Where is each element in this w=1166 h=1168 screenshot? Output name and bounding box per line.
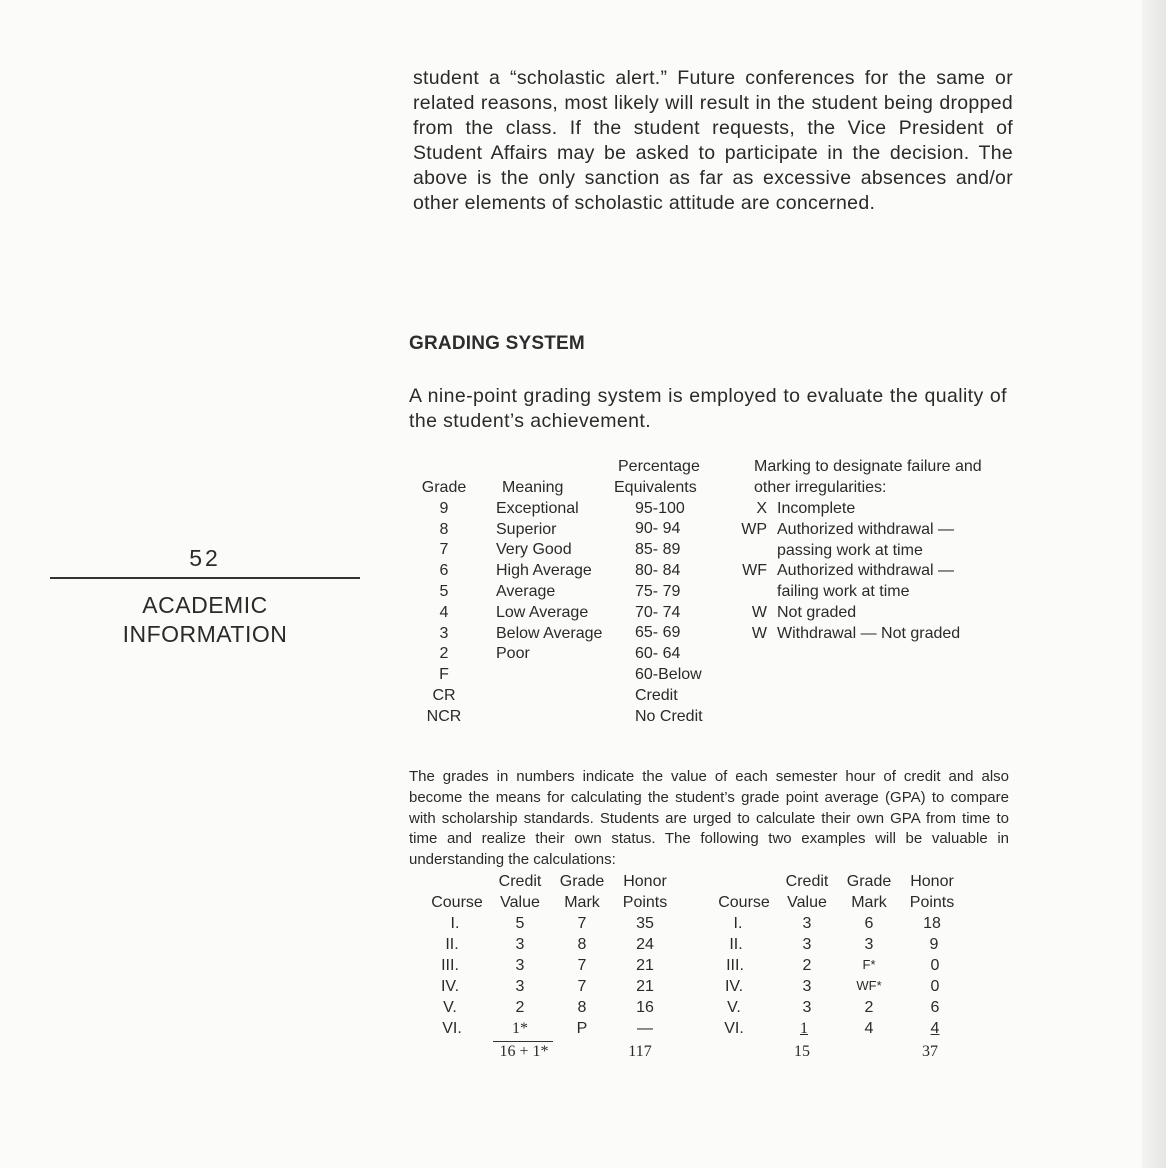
honor-header: Honor	[623, 873, 667, 890]
value-header: Value	[500, 894, 540, 911]
total-rule	[493, 1041, 553, 1042]
total-points: 117	[628, 1043, 652, 1060]
percentage-cell: 90- 94	[635, 520, 681, 538]
points-header: Points	[622, 894, 668, 911]
grade-cell: CR	[432, 686, 456, 704]
total-value: 15	[794, 1043, 810, 1060]
points-cell: 21	[636, 978, 654, 995]
points-cell: 4	[930, 1020, 940, 1037]
marking-text: Authorized withdrawal —	[777, 562, 954, 580]
value-cell: 3	[515, 957, 525, 974]
section-title	[50, 591, 360, 649]
course-cell: VI.	[442, 1020, 462, 1037]
marking-code: WF	[742, 562, 767, 580]
points-header: Points	[909, 894, 955, 911]
markings-header	[754, 457, 1014, 499]
meaning-column	[496, 478, 621, 665]
marking-text: Not graded	[777, 603, 857, 621]
value-header: Value	[787, 894, 827, 911]
marking-code: W	[751, 624, 767, 642]
percentage-cell: 70- 74	[635, 603, 681, 621]
percentage-cell: 60-Below	[635, 665, 702, 683]
grade-header: Grade	[559, 873, 605, 890]
course-cell: V.	[443, 999, 457, 1016]
grade-cell: 5	[439, 582, 449, 600]
grade-column	[409, 478, 479, 728]
mark-cell: 4	[864, 1020, 874, 1037]
course-cell: II.	[445, 936, 459, 953]
mark-cell: 6	[864, 915, 874, 932]
marking-code: WP	[741, 520, 767, 538]
points-cell: 0	[930, 978, 940, 995]
points-cell: 18	[923, 915, 941, 932]
course-cell: VI.	[724, 1020, 744, 1037]
course-header: Course	[718, 894, 770, 911]
grade-cell: 2	[439, 645, 449, 663]
percentage-header-2: Equivalents	[614, 478, 697, 496]
meaning-cell: Superior	[496, 520, 557, 538]
page-edge-shadow	[1142, 0, 1166, 1168]
marking-code	[725, 582, 767, 603]
course-cell: IV.	[724, 978, 744, 995]
points-cell: 24	[636, 936, 654, 953]
grade-cell: 8	[439, 520, 449, 538]
value-cell: 3	[802, 978, 812, 995]
points-cell: 6	[930, 999, 940, 1016]
value-cell: 3	[515, 936, 525, 953]
grade-cell: 4	[439, 603, 449, 621]
sidebar-rule	[50, 577, 360, 579]
mark-header: Mark	[851, 894, 887, 911]
marking-code	[725, 541, 767, 562]
page-number: 52	[189, 545, 221, 571]
value-cell: 1*	[512, 1020, 528, 1037]
meaning-cell: Low Average	[496, 603, 589, 621]
honor-header: Honor	[910, 873, 954, 890]
value-cell: 1	[800, 1020, 808, 1037]
percentage-cell: Credit	[635, 686, 678, 704]
grade-cell: 7	[439, 541, 449, 559]
points-cell: 16	[636, 999, 654, 1016]
percentage-cell: 85- 89	[635, 541, 681, 559]
points-cell: —	[637, 1020, 653, 1037]
course-cell: III.	[726, 957, 744, 974]
marking-codes	[725, 499, 767, 645]
meaning-cell: Poor	[496, 645, 530, 663]
mark-cell: 7	[577, 957, 587, 974]
percentage-cell: 95-100	[635, 499, 685, 517]
meaning-header: Meaning	[502, 479, 564, 496]
course-cell: V.	[727, 999, 741, 1016]
course-cell: III.	[441, 957, 459, 974]
mark-cell: 2	[864, 999, 874, 1016]
mark-header: Mark	[564, 894, 600, 911]
grade-cell: F	[439, 666, 449, 684]
meaning-cell: High Average	[496, 562, 592, 580]
gpa-paragraph: The grades in numbers indicate the value of each semester hour of credit and also become the means for calculating the student’s grade point average (GPA) to compare with scholarship standards. Students are urged to calculate their own GPA from time to time and realize their own status. The following two examples will be valuable in understanding the calculations:	[409, 768, 1009, 869]
percentage-cell: 80- 84	[635, 561, 681, 579]
mark-cell: 7	[577, 915, 587, 932]
value-cell: 3	[802, 936, 812, 953]
marking-text: Incomplete	[777, 500, 856, 517]
marking-text: failing work at time	[777, 583, 910, 601]
meaning-cell: Exceptional	[496, 499, 579, 517]
meaning-cell: Below Average	[496, 624, 603, 642]
value-cell: 2	[515, 999, 525, 1016]
credit-header: Credit	[498, 873, 542, 890]
percentage-cell: 75- 79	[635, 582, 681, 600]
grade-cell: NCR	[426, 707, 462, 725]
mark-cell: WF*	[856, 978, 882, 993]
marking-code: W	[751, 603, 767, 621]
course-cell: II.	[729, 936, 743, 953]
course-cell: I.	[450, 915, 460, 932]
value-cell: 3	[515, 978, 525, 995]
points-cell: 35	[636, 915, 654, 932]
credit-header: Credit	[785, 873, 829, 890]
mark-cell: P	[576, 1020, 588, 1037]
marking-text: Withdrawal — Not graded	[777, 624, 961, 642]
points-cell: 0	[930, 957, 940, 974]
total-points: 37	[922, 1043, 938, 1060]
course-cell: I.	[733, 915, 743, 932]
section-title-line-2: INFORMATION	[122, 621, 288, 647]
marking-descriptions	[777, 499, 1007, 645]
grade-header: Grade	[421, 479, 467, 496]
mark-cell: 8	[577, 999, 587, 1016]
grade-cell: 9	[439, 499, 449, 517]
markings-header-line-2: other irregularities:	[754, 478, 887, 496]
section-heading: GRADING SYSTEM	[409, 333, 585, 354]
percentage-cell: 60- 64	[635, 645, 681, 663]
grade-cell: 6	[439, 562, 449, 580]
value-cell: 3	[802, 999, 812, 1016]
grade-cell: 3	[439, 624, 449, 642]
value-cell: 2	[802, 957, 812, 974]
mark-cell: F*	[862, 957, 876, 972]
grading-intro: A nine-point grading system is employed to evaluate the quality of the student’s achievement.	[409, 385, 1007, 432]
value-cell: 5	[515, 915, 525, 932]
percentage-header: Percentage	[618, 458, 700, 475]
course-cell: IV.	[440, 978, 460, 995]
marking-text: Authorized withdrawal —	[777, 520, 954, 538]
markings-header-line-1: Marking to designate failure and	[754, 458, 982, 475]
percentage-column	[614, 457, 724, 727]
grade-header: Grade	[846, 873, 892, 890]
total-value: 16 + 1*	[499, 1043, 549, 1060]
points-cell: 21	[636, 957, 654, 974]
value-cell: 3	[802, 915, 812, 932]
intro-paragraph: student a “scholastic alert.” Future conferences for the same or related reasons, most likely will result in the student being dropped from the class. If the student requests, the Vice President of Student Affairs may be asked to participate in the decision. The above is the only sanction as far as excessive absences and/or other elements of scholastic attitude are concerned.	[413, 67, 1013, 214]
mark-cell: 7	[577, 978, 587, 995]
percentage-cell: No Credit	[635, 707, 703, 725]
points-cell: 9	[929, 936, 939, 953]
meaning-cell: Average	[496, 582, 556, 600]
percentage-cell: 65- 69	[635, 624, 681, 642]
course-header: Course	[431, 894, 483, 911]
mark-cell: 8	[577, 936, 587, 953]
meaning-cell: Very Good	[496, 541, 572, 559]
section-title-line-1: ACADEMIC	[142, 592, 268, 618]
marking-text: passing work at time	[777, 541, 923, 559]
mark-cell: 3	[864, 936, 874, 953]
marking-code: X	[756, 500, 767, 517]
